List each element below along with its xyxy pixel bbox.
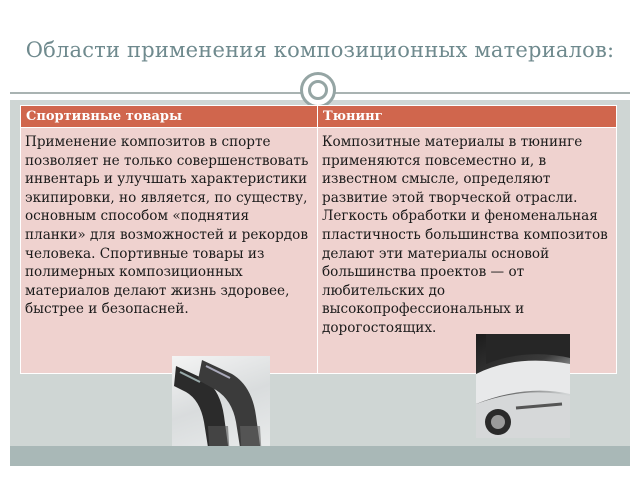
- footer-band: [10, 446, 630, 466]
- tuned-car-photo: [476, 334, 570, 438]
- header-tuning: Тюнинг: [318, 106, 617, 128]
- table-header-row: [21, 106, 617, 128]
- circle-ornament-inner: [308, 80, 328, 100]
- cell-tuning-text: Композитные материалы в тюнинге применяются повсеместно и, в известном смысле, определяют развитие этой творческой отрасли. Легкость обработки и феноменальная пластичность большинства композитов делают эти материалы основой большинства проектов — от любительских до высокопрофессиональных и дорогостоящих.: [318, 128, 617, 374]
- header-sports-goods: Спортивные товары: [21, 106, 318, 128]
- cell-sports-goods-text: Применение композитов в спорте позволяет не только совершенствовать инвентарь и улучшать характеристики экипировки, но является, по существу, основным способом «поднятия планки» для возможностей и рекордов человека. Спортивные товары из полимерных композиционных материалов делают жизнь здоровее, быстрее и безопасней.: [21, 128, 318, 374]
- tuned-car-image: [476, 334, 570, 438]
- circle-ornament-icon: [300, 72, 336, 108]
- slide-title: Области применения композиционных материалов:: [25, 38, 615, 62]
